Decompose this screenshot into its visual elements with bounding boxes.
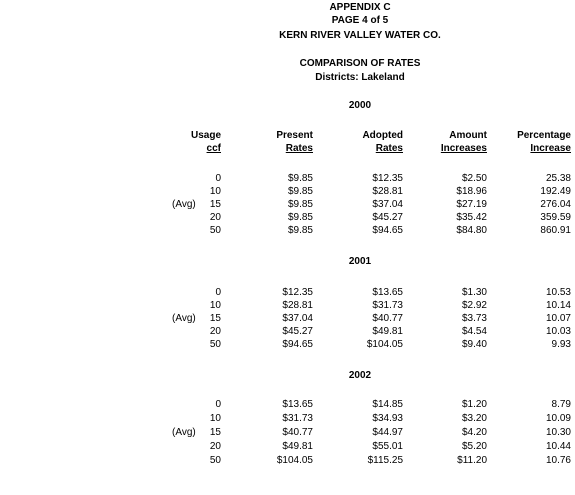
usage-cell: 15 bbox=[209, 313, 221, 324]
adopted-rate-cell: $44.97 bbox=[372, 427, 403, 438]
column-header-present-line1: Present bbox=[276, 130, 313, 141]
percentage-increase-cell: 10.44 bbox=[545, 441, 571, 452]
company-name: KERN RIVER VALLEY WATER CO. bbox=[279, 30, 441, 41]
present-rate-cell: $9.85 bbox=[287, 173, 313, 184]
amount-increase-cell: $1.30 bbox=[461, 287, 487, 298]
adopted-rate-cell: $55.01 bbox=[372, 441, 403, 452]
column-header-present-line2: Rates bbox=[285, 143, 313, 154]
amount-increase-cell: $3.20 bbox=[461, 413, 487, 424]
table-row bbox=[0, 299, 575, 312]
amount-increase-cell: $1.20 bbox=[461, 399, 487, 410]
column-header-percent-line1: Percentage bbox=[517, 130, 571, 141]
percentage-increase-cell: 10.07 bbox=[545, 313, 571, 324]
adopted-rate-cell: $34.93 bbox=[372, 413, 403, 424]
percentage-increase-cell: 10.09 bbox=[545, 413, 571, 424]
usage-cell: 15 bbox=[209, 427, 221, 438]
average-label: (Avg) bbox=[172, 313, 196, 324]
percentage-increase-cell: 9.93 bbox=[551, 339, 571, 350]
present-rate-cell: $9.85 bbox=[287, 186, 313, 197]
present-rate-cell: $9.85 bbox=[287, 199, 313, 210]
percentage-increase-cell: 10.30 bbox=[545, 427, 571, 438]
adopted-rate-cell: $13.65 bbox=[372, 287, 403, 298]
table-row bbox=[0, 412, 575, 425]
table-row bbox=[0, 172, 575, 185]
usage-cell: 15 bbox=[209, 199, 221, 210]
table-row bbox=[0, 312, 575, 325]
usage-cell: 50 bbox=[209, 225, 221, 236]
present-rate-cell: $40.77 bbox=[282, 427, 313, 438]
present-rate-cell: $31.73 bbox=[282, 413, 313, 424]
table-row bbox=[0, 398, 575, 411]
column-header-adopted-rates bbox=[362, 129, 403, 155]
amount-increase-cell: $5.20 bbox=[461, 441, 487, 452]
column-header-amount-line1: Amount bbox=[449, 130, 487, 141]
amount-increase-cell: $11.20 bbox=[457, 455, 487, 466]
average-label: (Avg) bbox=[172, 427, 196, 438]
table-row bbox=[0, 440, 575, 453]
present-rate-cell: $104.05 bbox=[276, 455, 313, 466]
amount-increase-cell: $2.50 bbox=[461, 173, 487, 184]
column-header-percent-line2: Increase bbox=[530, 143, 571, 154]
adopted-rate-cell: $104.05 bbox=[366, 339, 403, 350]
adopted-rate-cell: $94.65 bbox=[372, 225, 403, 236]
appendix-heading: APPENDIX C bbox=[329, 2, 391, 13]
present-rate-cell: $37.04 bbox=[282, 313, 313, 324]
usage-cell: 10 bbox=[209, 186, 221, 197]
table-row bbox=[0, 224, 575, 237]
column-header-adopted-line2: Rates bbox=[375, 143, 403, 154]
table-row bbox=[0, 211, 575, 224]
amount-increase-cell: $27.19 bbox=[456, 199, 487, 210]
column-header-usage-line1: Usage bbox=[190, 130, 221, 141]
usage-cell: 0 bbox=[215, 399, 221, 410]
present-rate-cell: $94.65 bbox=[282, 339, 313, 350]
present-rate-cell: $45.27 bbox=[282, 326, 313, 337]
usage-cell: 20 bbox=[209, 441, 221, 452]
column-header-usage bbox=[191, 129, 221, 155]
adopted-rate-cell: $14.85 bbox=[372, 399, 403, 410]
amount-increase-cell: $4.20 bbox=[461, 427, 487, 438]
present-rate-cell: $12.35 bbox=[282, 287, 313, 298]
column-header-amount-increases bbox=[441, 129, 487, 155]
amount-increase-cell: $3.73 bbox=[461, 313, 487, 324]
year-heading-2001: 2001 bbox=[348, 256, 372, 267]
usage-cell: 50 bbox=[209, 339, 221, 350]
table-row bbox=[0, 286, 575, 299]
amount-increase-cell: $4.54 bbox=[461, 326, 487, 337]
table-row bbox=[0, 454, 575, 467]
column-header-usage-line2: ccf bbox=[206, 143, 221, 154]
percentage-increase-cell: 10.03 bbox=[545, 326, 571, 337]
present-rate-cell: $49.81 bbox=[282, 441, 313, 452]
present-rate-cell: $28.81 bbox=[282, 300, 313, 311]
percentage-increase-cell: 10.76 bbox=[545, 455, 571, 466]
table-row bbox=[0, 185, 575, 198]
column-header-amount-line2: Increases bbox=[440, 143, 487, 154]
column-header-adopted-line1: Adopted bbox=[362, 130, 403, 141]
adopted-rate-cell: $12.35 bbox=[372, 173, 403, 184]
percentage-increase-cell: 860.91 bbox=[540, 225, 571, 236]
adopted-rate-cell: $45.27 bbox=[372, 212, 403, 223]
column-header-percentage-increase bbox=[517, 129, 571, 155]
usage-cell: 0 bbox=[215, 287, 221, 298]
adopted-rate-cell: $49.81 bbox=[372, 326, 403, 337]
percentage-increase-cell: 192.49 bbox=[540, 186, 571, 197]
percentage-increase-cell: 10.14 bbox=[545, 300, 571, 311]
table-row bbox=[0, 325, 575, 338]
percentage-increase-cell: 8.79 bbox=[551, 399, 571, 410]
adopted-rate-cell: $28.81 bbox=[372, 186, 403, 197]
districts-label: Districts: Lakeland bbox=[315, 72, 405, 83]
percentage-increase-cell: 276.04 bbox=[540, 199, 571, 210]
page-number: PAGE 4 of 5 bbox=[331, 15, 389, 26]
usage-cell: 20 bbox=[209, 212, 221, 223]
usage-cell: 50 bbox=[209, 455, 221, 466]
adopted-rate-cell: $31.73 bbox=[372, 300, 403, 311]
column-header-present-rates bbox=[276, 129, 313, 155]
amount-increase-cell: $84.80 bbox=[456, 225, 487, 236]
table-row bbox=[0, 426, 575, 439]
usage-cell: 20 bbox=[209, 326, 221, 337]
table-row bbox=[0, 198, 575, 211]
average-label: (Avg) bbox=[172, 199, 196, 210]
amount-increase-cell: $9.40 bbox=[461, 339, 487, 350]
table-row bbox=[0, 338, 575, 351]
percentage-increase-cell: 359.59 bbox=[540, 212, 571, 223]
amount-increase-cell: $2.92 bbox=[461, 300, 487, 311]
usage-cell: 0 bbox=[215, 173, 221, 184]
year-heading-2002: 2002 bbox=[348, 370, 372, 381]
adopted-rate-cell: $37.04 bbox=[372, 199, 403, 210]
present-rate-cell: $9.85 bbox=[287, 225, 313, 236]
usage-cell: 10 bbox=[209, 413, 221, 424]
amount-increase-cell: $18.96 bbox=[456, 186, 487, 197]
adopted-rate-cell: $115.25 bbox=[367, 455, 403, 466]
year-heading-2000: 2000 bbox=[348, 100, 372, 111]
percentage-increase-cell: 10.53 bbox=[545, 287, 571, 298]
usage-cell: 10 bbox=[209, 300, 221, 311]
present-rate-cell: $13.65 bbox=[282, 399, 313, 410]
document-title: COMPARISON OF RATES bbox=[299, 58, 421, 69]
adopted-rate-cell: $40.77 bbox=[372, 313, 403, 324]
amount-increase-cell: $35.42 bbox=[456, 212, 487, 223]
present-rate-cell: $9.85 bbox=[287, 212, 313, 223]
percentage-increase-cell: 25.38 bbox=[545, 173, 571, 184]
